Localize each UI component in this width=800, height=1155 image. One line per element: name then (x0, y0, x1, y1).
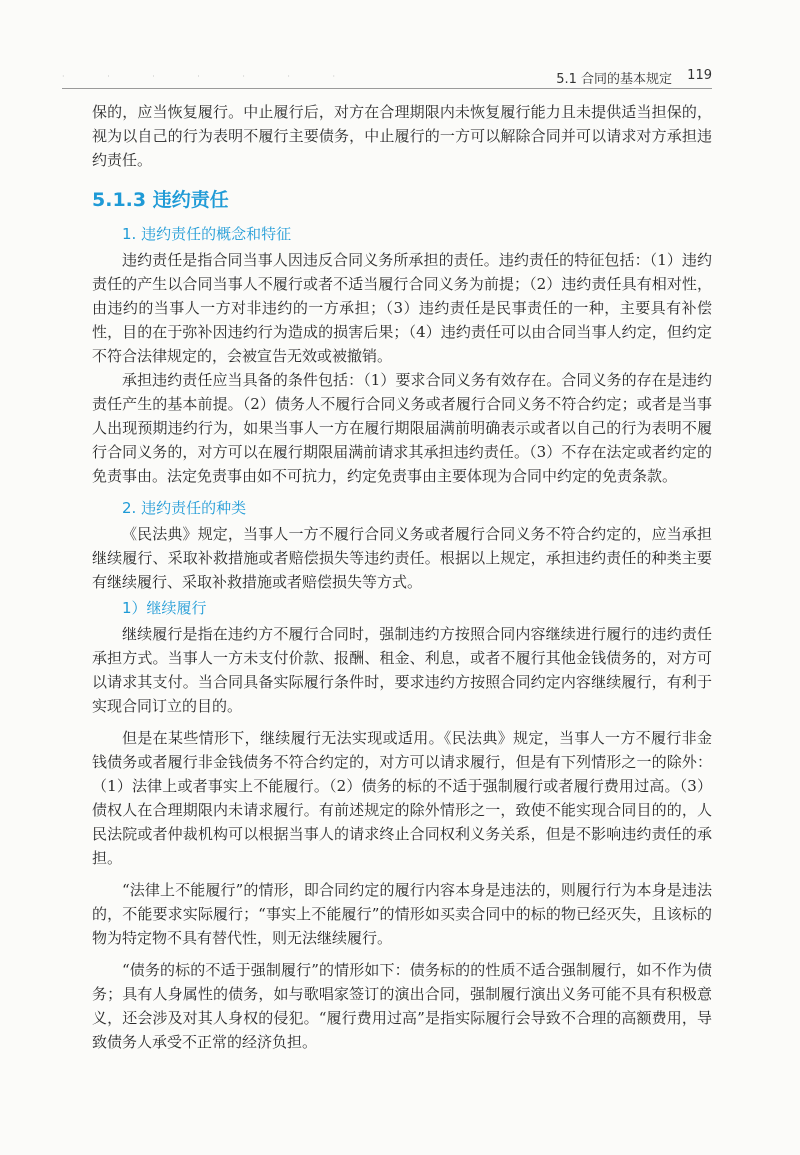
paragraph-types: 《民法典》规定，当事人一方不履行合同义务或者履行合同义务不符合约定的，应当承担继续履行、采取补救措施或者赔偿损失等违约责任。根据以上规定，承担违约责任的种类主要有继续履行、采取补救措施或者赔偿损失等方式。 (92, 525, 712, 591)
header-section-title: 5.1 合同的基本规定 (556, 72, 672, 87)
paragraph-definition: 违约责任是指合同当事人因违反合同义务所承担的责任。违约责任的特征包括：（1）违约责任的产生以合同当事人不履行或者不适当履行合同义务为前提；（2）违约责任具有相对性，由违约的当事人一方对非违约的一方承担；（3）违约责任是民事责任的一种，主要具有补偿性，目的在于弥补因违约行为造成的损害后果；（4）违约责任可以由合同当事人约定，但约定不符合法律规定的，会被宣告无效或被撤销。 (92, 251, 712, 365)
running-header (62, 66, 712, 89)
page-number: 119 (687, 68, 712, 83)
header-decoration: · · · · · · · (62, 72, 356, 81)
paragraph-continued-performance: 继续履行是指在违约方不履行合同时，强制违约方按照合同内容继续进行履行的违约责任承担方式。当事人一方未支付价款、报酬、租金、利息，或者不履行其他金钱债务的，对方可以请求其支付。当合同具备实际履行条件时，要求违约方按照合同约定内容继续履行，有利于实现合同订立的目的。 (92, 625, 712, 715)
paragraph-conditions: 承担违约责任应当具备的条件包括：（1）要求合同义务有效存在。合同义务的存在是违约责任产生的基本前提。（2）债务人不履行合同义务或者履行合同义务不符合约定；或者是当事人出现预期违约行为，如果当事人一方在履行期限届满前明确表示或者以自己的行为表明不履行合同义务的，对方可以在履行期限届满前请求其承担违约责任。（3）不存在法定或者约定的免责事由。法定免责事由如不可抗力，约定免责事由主要体现为合同中约定的免责条款。 (92, 371, 712, 485)
page-body (92, 100, 712, 1054)
paragraph-continued: 保的，应当恢复履行。中止履行后，对方在合理期限内未恢复履行能力且未提供适当担保的，视为以自己的行为表明不履行主要债务，中止履行的一方可以解除合同并可以请求对方承担违约责任。 (92, 103, 712, 169)
subheading-continued-performance: 1）继续履行 (122, 599, 207, 617)
paragraph-legal-impossibility: “法律上不能履行”的情形，即合同约定的履行内容本身是违法的，则履行行为本身是违法的，不能要求实际履行；“事实上不能履行”的情形如买卖合同中的标的物已经灭失，且该标的物为特定物不具有替代性，则无法继续履行。 (92, 881, 712, 947)
paragraph-unsuitable-enforcement: “债务的标的不适于强制履行”的情形如下：债务标的的性质不适合强制履行，如不作为债务；具有人身属性的债务，如与歌唱家签订的演出合同，强制履行演出义务可能不具有积极意义，还会涉及对其人身权的侵犯。“履行费用过高”是指实际履行会导致不合理的高额费用，导致债务人承受不正常的经济负担。 (92, 961, 712, 1051)
subheading-types: 2. 违约责任的种类 (122, 499, 247, 517)
subheading-concept: 1. 违约责任的概念和特征 (122, 225, 292, 243)
paragraph-exceptions: 但是在某些情形下，继续履行无法实现或适用。《民法典》规定，当事人一方不履行非金钱债务或者履行非金钱债务不符合约定的，对方可以请求履行，但是有下列情形之一的除外：（1）法律上或者事实上不能履行。（2）债务的标的不适于强制履行或者履行费用过高。（3）债权人在合理期限内未请求履行。有前述规定的除外情形之一，致使不能实现合同目的的，人民法院或者仲裁机构可以根据当事人的请求终止合同权利义务关系，但是不影响违约责任的承担。 (92, 729, 712, 867)
section-heading: 5.1.3 违约责任 (92, 189, 229, 211)
